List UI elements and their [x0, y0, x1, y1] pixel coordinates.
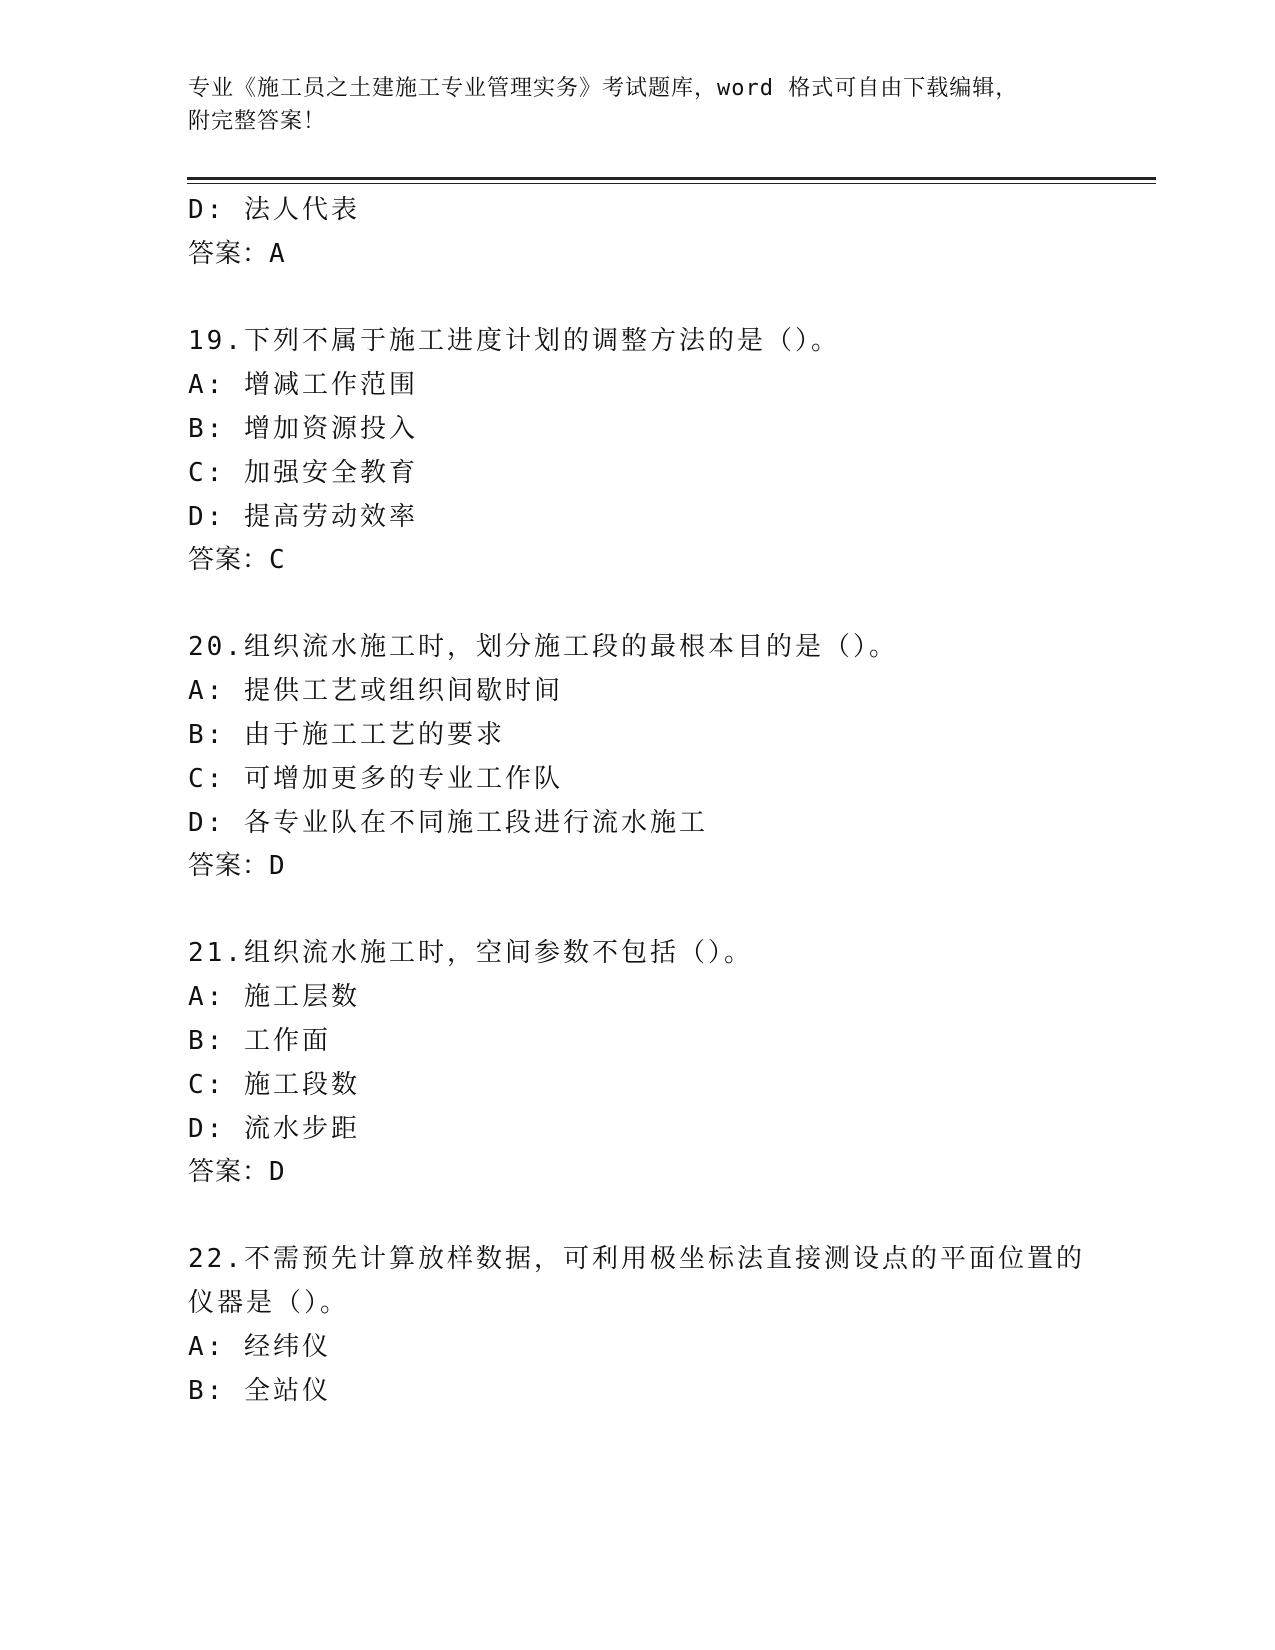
- question-22-option-a: A: 经纬仪: [188, 1332, 331, 1362]
- question-19-option-b: B: 增加资源投入: [188, 414, 418, 444]
- header-line-1: 专业《施工员之土建施工专业管理实务》考试题库，word 格式可自由下载编辑，: [188, 76, 1019, 101]
- answer-value: D: [269, 1157, 286, 1187]
- answer-value: D: [269, 851, 286, 881]
- question-20-option-c: C: 可增加更多的专业工作队: [188, 764, 563, 794]
- answer-label: 答案：: [188, 545, 270, 575]
- question-21-option-a: A: 施工层数: [188, 982, 360, 1012]
- question-19-option-c: C: 加强安全教育: [188, 458, 418, 488]
- question-20-answer: [188, 849, 286, 883]
- question-22-stem-line-2: 仪器是（）。: [188, 1288, 350, 1318]
- header-divider: [187, 177, 1156, 180]
- question-21-option-c: C: 施工段数: [188, 1070, 360, 1100]
- answer-label: 答案：: [188, 1157, 270, 1187]
- document-header: [188, 72, 1088, 138]
- prev-answer: [188, 237, 286, 271]
- question-19-stem: 19.下列不属于施工进度计划的调整方法的是（）。: [188, 326, 840, 356]
- answer-label: 答案：: [188, 851, 270, 881]
- question-21-option-b: B: 工作面: [188, 1026, 331, 1056]
- question-20-option-b: B: 由于施工工艺的要求: [188, 720, 505, 750]
- question-20-option-a: A: 提供工艺或组织间歇时间: [188, 676, 563, 706]
- question-22-stem-line-1: 22.不需预先计算放样数据，可利用极坐标法直接测设点的平面位置的: [188, 1244, 1085, 1274]
- header-divider-thin: [187, 183, 1156, 184]
- prev-option-d: D: 法人代表: [188, 195, 360, 225]
- question-21-option-d: D: 流水步距: [188, 1114, 360, 1144]
- question-19-answer: [188, 543, 286, 577]
- answer-value: C: [269, 545, 286, 575]
- question-19-option-d: D: 提高劳动效率: [188, 502, 418, 532]
- question-21-answer: [188, 1155, 286, 1189]
- question-20-stem: 20.组织流水施工时，划分施工段的最根本目的是（）。: [188, 632, 898, 662]
- question-21-stem: 21.组织流水施工时，空间参数不包括（）。: [188, 938, 753, 968]
- header-line-2: 附完整答案！: [188, 109, 327, 134]
- question-22-option-b: B: 全站仪: [188, 1376, 331, 1406]
- answer-label: 答案：: [188, 239, 270, 269]
- answer-value: A: [269, 239, 286, 269]
- question-19-option-a: A: 增减工作范围: [188, 370, 418, 400]
- question-20-option-d: D: 各专业队在不同施工段进行流水施工: [188, 808, 708, 838]
